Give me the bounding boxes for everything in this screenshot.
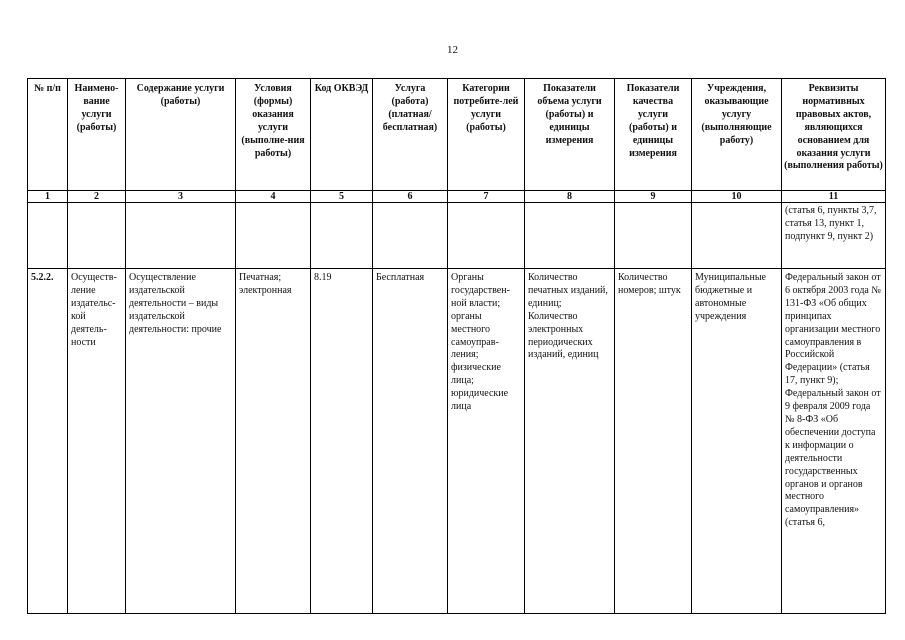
column-number: 5 [311,191,373,203]
consumer-categories: Органы государствен-ной власти; органы местного самоуправ-ления; физические лица; юридические лица [448,269,525,614]
column-number: 10 [692,191,782,203]
column-number: 11 [782,191,886,203]
header-cell: Реквизиты нормативных правовых актов, являющихся основанием для оказания услуги (выполнения работы) [782,79,886,191]
header-cell: Код ОКВЭД [311,79,373,191]
column-number: 9 [615,191,692,203]
header-cell: Содержание услуги (работы) [126,79,236,191]
okved-code: 8.19 [311,269,373,614]
column-number: 4 [236,191,311,203]
column-number: 2 [68,191,126,203]
service-name: Осуществ-ление издательс-кой деятель-ности [68,269,126,614]
column-number: 8 [525,191,615,203]
header-cell: Условия (формы) оказания услуги (выполне-ния работы) [236,79,311,191]
paid-status: Бесплатная [373,269,448,614]
institutions: Муниципальные бюджетные и автономные учреждения [692,269,782,614]
header-cell: Наимено-вание услуги (работы) [68,79,126,191]
continuation-legal-acts: (статья 6, пункты 3,7, статья 13, пункт 1, подпункт 9, пункт 2) [782,203,886,269]
page-number: 12 [447,44,458,56]
service-conditions: Печатная; электронная [236,269,311,614]
header-cell: Услуга (работа) (платная/ бесплатная) [373,79,448,191]
header-cell: Категории потребите-лей услуги (работы) [448,79,525,191]
services-table [27,78,886,614]
quality-indicators: Количество номеров; штук [615,269,692,614]
legal-acts: Федеральный закон от 6 октября 2003 года № 131-ФЗ «Об общих принципах организации местного самоуправления в Российской Федерации» (статья 17, пункт 9); Федеральный закон от 9 февраля 2009 года № 8-ФЗ «Об обеспечении доступа к информации о деятельности государственных органов и органов местного самоуправления» (статья 6, [782,269,886,614]
column-number: 6 [373,191,448,203]
column-number: 3 [126,191,236,203]
header-cell: Показатели объема услуги (работы) и единицы измерения [525,79,615,191]
header-cell: Показатели качества услуги (работы) и единицы измерения [615,79,692,191]
column-number: 7 [448,191,525,203]
header-cell: Учреждения, оказывающие услугу (выполняющие работу) [692,79,782,191]
continuation-row [28,203,886,269]
volume-indicators: Количество печатных изданий, единиц; Количество электронных периодических изданий, единиц [525,269,615,614]
row-number: 5.2.2. [28,269,68,614]
header-row [28,79,886,191]
service-content: Осуществление издательской деятельности – виды издательской деятельности: прочие [126,269,236,614]
column-number: 1 [28,191,68,203]
column-number-row [28,191,886,203]
table-row [28,269,886,614]
header-cell: № п/п [28,79,68,191]
